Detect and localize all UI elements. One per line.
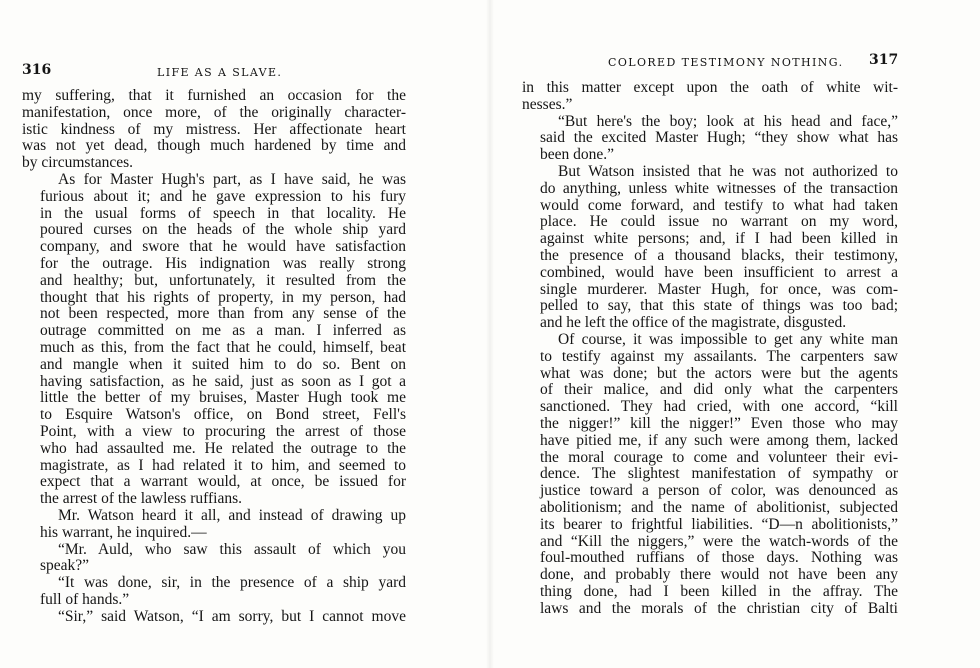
text-line: having satisfaction, as he said, just as soon as I got a xyxy=(40,372,406,390)
text-line: in the usual forms of speech in that locality. He xyxy=(40,204,406,222)
text-line: dence. The slightest manifestation of sympathy or xyxy=(540,465,898,483)
text-line: would come forward, and testify to what had taken xyxy=(540,196,898,214)
text-line: was not yet dead, though much hardened by time and xyxy=(22,137,406,155)
text-line: to testify against my assailants. The carpenters saw xyxy=(540,347,898,365)
text-line: company, and swore that he would have satisfaction xyxy=(40,238,406,256)
paragraph xyxy=(522,332,898,618)
text-line: not been respected, more than from any sense of the xyxy=(40,305,406,323)
text-line: little the better of my bruises, Master Hugh took me xyxy=(40,389,406,407)
text-line: “But here's the boy; look at his head and face,” xyxy=(558,112,898,130)
paragraph xyxy=(22,542,406,576)
text-line: speak?” xyxy=(40,557,90,575)
text-line: But Watson insisted that he was not authorized to xyxy=(558,162,898,180)
text-line: the moral courage to come and volunteer their evi- xyxy=(540,448,898,466)
text-line: to Esquire Watson's office, on Bond street, Fell's xyxy=(40,406,406,424)
text-line: expect that a warrant would, at once, be issued for xyxy=(40,473,406,491)
text-line: justice toward a person of color, was denounced as xyxy=(540,482,898,500)
text-line: As for Master Hugh's part, as I have said, he was xyxy=(58,170,406,188)
text-line: the nigger!” kill the nigger!” Even those who may xyxy=(540,414,898,432)
right-page xyxy=(490,0,980,668)
text-line: “It was done, sir, in the presence of a ship yard xyxy=(58,574,406,592)
text-line: against white persons; and, if I had been killed in xyxy=(540,230,898,248)
text-line: furious about it; and he gave expression to his fury xyxy=(40,187,406,205)
text-line: by circumstances. xyxy=(22,154,134,172)
right-page-number: 317 xyxy=(869,52,899,68)
text-line: do anything, unless white witnesses of the transaction xyxy=(540,179,898,197)
text-line: poured curses on the heads of the whole ship yard xyxy=(40,221,406,239)
text-line: Point, with a view to procuring the arrest of those xyxy=(40,422,406,440)
left-running-head: LIFE AS A SLAVE. xyxy=(157,66,283,79)
left-page-number: 316 xyxy=(22,62,52,78)
text-line: “Sir,” said Watson, “I am sorry, but I cannot move xyxy=(58,607,406,625)
text-line: single murderer. Master Hugh, for once, was com- xyxy=(540,280,898,298)
text-line: laws and the morals of the christian city of Balti xyxy=(540,599,898,617)
text-line: istic kindness of my mistress. Her affectionate heart xyxy=(22,120,406,138)
text-line: outrage committed on me as a man. I inferred as xyxy=(40,322,406,340)
text-line: sanctioned. They had cried, with one accord, “kill xyxy=(540,398,898,416)
text-line: what was done; but the actors were but the agents xyxy=(540,364,898,382)
text-line: who had assaulted me. He related the outrage to the xyxy=(40,439,406,457)
text-line: “Mr. Auld, who saw this assault of which you xyxy=(58,540,406,558)
paragraph xyxy=(22,172,406,508)
paragraph xyxy=(22,609,406,626)
text-line: have pitied me, if any such were among them, lacked xyxy=(540,431,898,449)
text-line: foul-mouthed ruffians of those days. Nothing was xyxy=(540,549,898,567)
text-line: its bearer to frightful liabilities. “D—n abolitionists,” xyxy=(540,515,898,533)
text-line: place. He could issue no warrant on my word, xyxy=(540,213,898,231)
paragraph xyxy=(22,508,406,542)
paragraph xyxy=(22,88,406,172)
text-line: thing done, had I been killed in the affray. The xyxy=(540,582,898,600)
text-line: my suffering, that it furnished an occasion for the xyxy=(22,87,406,104)
text-line: nesses.” xyxy=(522,95,573,113)
text-line: and he left the office of the magistrate, disgusted. xyxy=(540,314,847,332)
paragraph xyxy=(522,80,898,114)
text-line: thought that his rights of property, in my person, had xyxy=(40,288,406,306)
text-line: full of hands.” xyxy=(40,590,130,608)
text-line: magistrate, as I had related it to him, and seemed to xyxy=(40,456,406,474)
paragraph xyxy=(522,114,898,164)
text-line: the presence of a thousand blacks, their testimony, xyxy=(540,246,898,264)
text-line: said the excited Master Hugh; “they show what has xyxy=(540,129,898,147)
text-line: his warrant, he inquired.— xyxy=(40,523,207,541)
text-line: combined, would have been insufficient to arrest a xyxy=(540,263,898,281)
text-line: done, and probably there would not have been any xyxy=(540,566,898,584)
paragraph xyxy=(522,164,898,332)
left-page-body xyxy=(22,88,406,626)
text-line: the arrest of the lawless ruffians. xyxy=(40,490,243,508)
text-line: manifestation, once more, of the originally character- xyxy=(22,103,406,121)
text-line: in this matter except upon the oath of white wit- xyxy=(522,79,898,96)
right-running-head: COLORED TESTIMONY NOTHING. xyxy=(608,56,844,69)
text-line: and “Kill the niggers,” were the watch-words of the xyxy=(540,532,898,550)
text-line: Mr. Watson heard it all, and instead of drawing up xyxy=(58,506,406,524)
right-page-body xyxy=(522,80,898,618)
text-line: of their malice, and did only what the carpenters xyxy=(540,381,898,399)
text-line: been done.” xyxy=(540,146,615,164)
text-line: Of course, it was impossible to get any white man xyxy=(558,330,898,348)
text-line: and healthy; but, unfortunately, it resulted from the xyxy=(40,271,406,289)
text-line: much as this, from the fact that he could, himself, beat xyxy=(40,338,406,356)
paragraph xyxy=(22,575,406,609)
text-line: for the outrage. His indignation was really strong xyxy=(40,254,406,272)
text-line: and mangle when it suited him to do so. Bent on xyxy=(40,355,406,373)
text-line: abolitionism; and the name of abolitionist, subjected xyxy=(540,498,898,516)
text-line: pelled to say, that this state of things was too bad; xyxy=(540,297,898,315)
